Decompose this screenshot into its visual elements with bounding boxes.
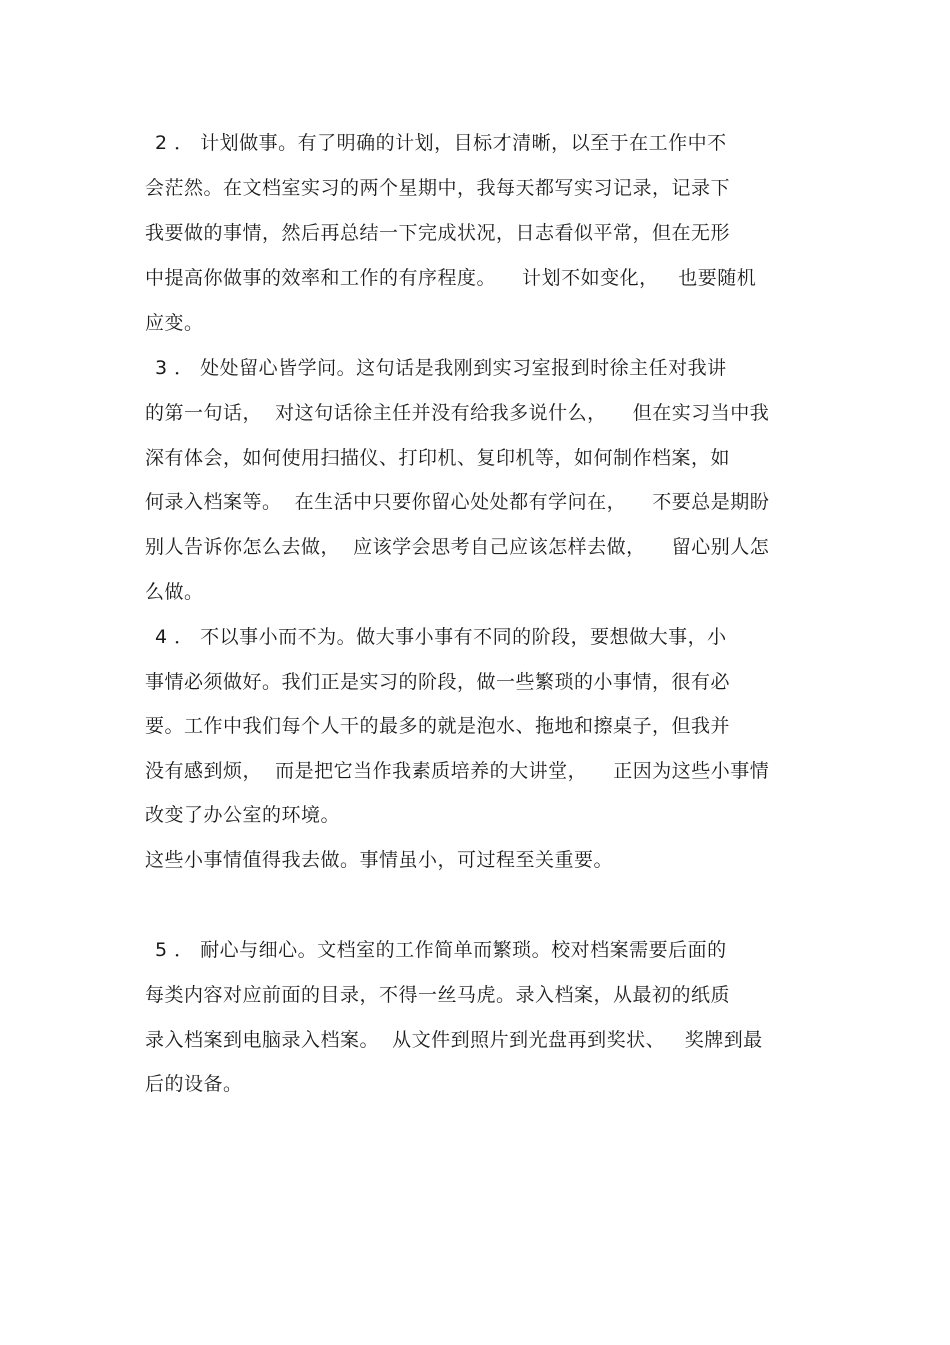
paragraph-5-line-3: 录入档案到电脑录入档案。 从文件到照片到光盘再到奖状、 奖牌到最 xyxy=(145,1029,763,1051)
paragraph-4-line-4: 没有感到烦， 而是把它当作我素质培养的大讲堂， 正因为这些小事情 xyxy=(145,760,770,782)
paragraph-4-line-2: 事情必须做好。我们正是实习的阶段，做一些繁琐的小事情，很有必 xyxy=(145,671,731,693)
paragraph-2-line-2: 会茫然。在文档室实习的两个星期中，我每天都写实习记录，记录下 xyxy=(145,177,731,199)
paragraph-5-line-4: 后的设备。 xyxy=(145,1073,243,1095)
paragraph-5-line-2: 每类内容对应前面的目录，不得一丝马虎。录入档案，从最初的纸质 xyxy=(145,984,731,1006)
paragraph-2-line-4: 中提高你做事的效率和工作的有序程度。 计划不如变化， 也要随机 xyxy=(145,267,757,289)
paragraph-3-line-4: 何录入档案等。 在生活中只要你留心处处都有学问在， 不要总是期盼 xyxy=(145,491,770,513)
paragraph-4-line-5: 改变了办公室的环境。 xyxy=(145,804,341,826)
paragraph-4-line-1: 4 ． 不以事小而不为。做大事小事有不同的阶段，要想做大事，小 xyxy=(155,626,727,648)
paragraph-3-line-5: 别人告诉你怎么去做， 应该学会思考自己应该怎样去做， 留心别人怎 xyxy=(145,536,770,558)
paragraph-3-line-6: 么做。 xyxy=(145,581,204,603)
paragraph-2-line-1: 2 ． 计划做事。有了明确的计划，目标才清晰，以至于在工作中不 xyxy=(155,132,727,154)
paragraph-2-line-5: 应变。 xyxy=(145,312,204,334)
paragraph-3-line-2: 的第一句话， 对这句话徐主任并没有给我多说什么， 但在实习当中我 xyxy=(145,402,770,424)
paragraph-4-line-6: 这些小事情值得我去做。事情虽小，可过程至关重要。 xyxy=(145,849,614,871)
paragraph-3-line-3: 深有体会，如何使用扫描仪、打印机、复印机等，如何制作档案，如 xyxy=(145,447,731,469)
paragraph-4-line-3: 要。工作中我们每个人干的最多的就是泡水、拖地和擦桌子，但我并 xyxy=(145,715,731,737)
paragraph-3-line-1: 3 ． 处处留心皆学问。这句话是我刚到实习室报到时徐主任对我讲 xyxy=(155,357,727,379)
paragraph-2-line-3: 我要做的事情，然后再总结一下完成状况，日志看似平常，但在无形 xyxy=(145,222,731,244)
paragraph-5-line-1: 5 ． 耐心与细心。文档室的工作简单而繁琐。校对档案需要后面的 xyxy=(155,939,727,961)
